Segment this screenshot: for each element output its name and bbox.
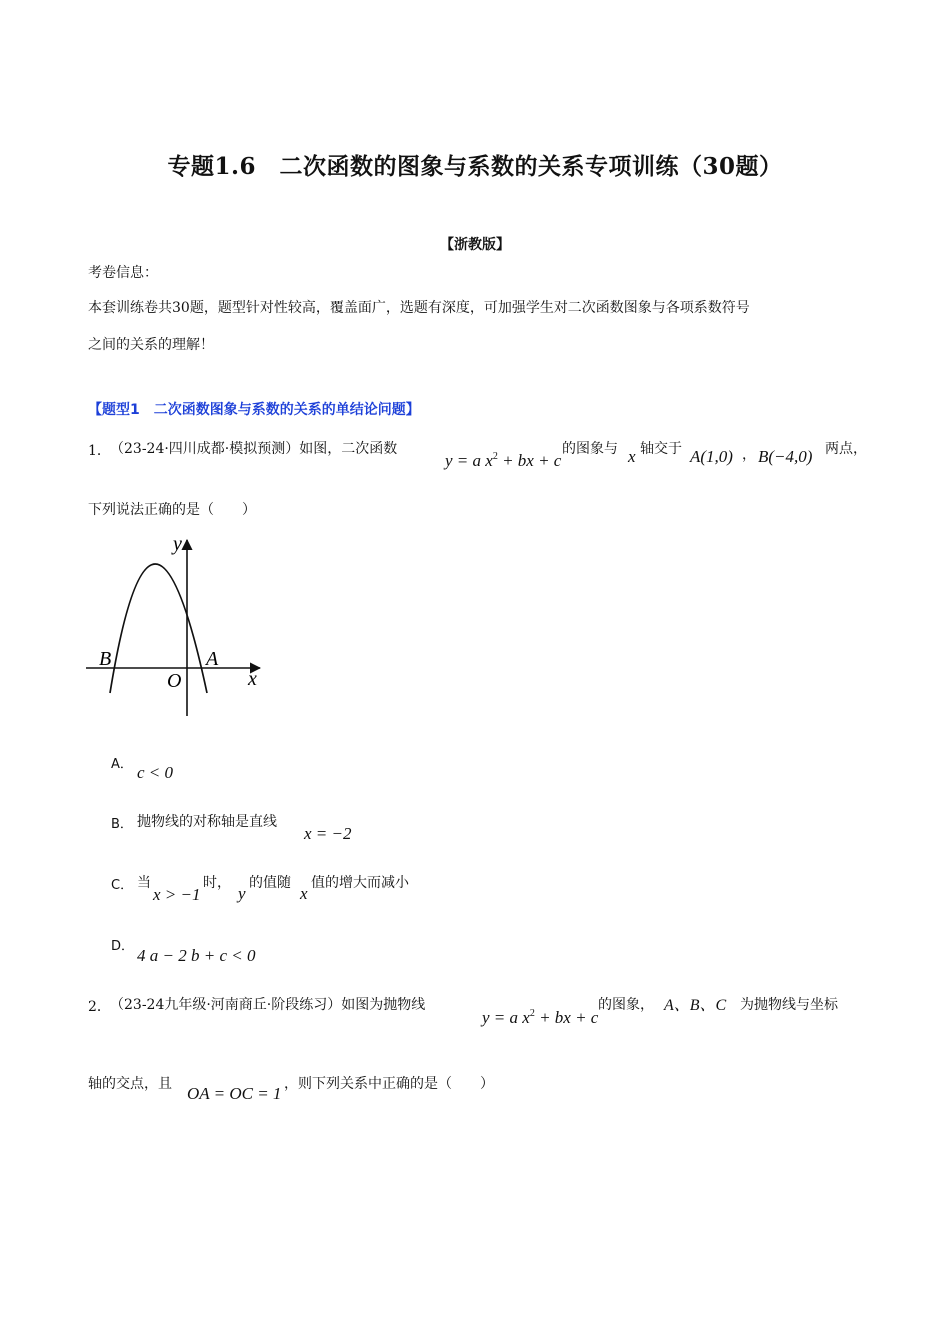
q1-var-x: x [628, 447, 636, 466]
q1-option-c-text2: 时， [203, 875, 231, 891]
q1-option-c-letter: C． [111, 878, 134, 893]
q1-option-c-text4: 值的增大而减小 [311, 875, 409, 891]
q2-text-b: 的图象， [598, 997, 654, 1013]
page-title: 专题1.6 二次函数的图象与系数的关系专项训练（30题） [167, 153, 783, 180]
graph-label-b: B [99, 648, 112, 670]
q1-parabola-graph [80, 530, 280, 725]
q1-point-b: B(−4,0) [758, 447, 813, 466]
q1-comma: ， [742, 447, 756, 463]
q1-text-c: 轴交于 [640, 441, 682, 457]
info-line-1: 本套训练卷共30题，题型针对性较高，覆盖面广，选题有深度，可加强学生对二次函数图象与各项系数符号 [88, 300, 750, 316]
q1-option-d-letter: D． [111, 939, 135, 954]
graph-label-x: x [248, 668, 257, 690]
q1-option-d-math: 4 a − 2 b + c < 0 [137, 946, 256, 965]
q1-point-a: A(1,0) [690, 447, 733, 466]
q1-text-d: 两点， [825, 441, 867, 457]
q1-option-a-math: c < 0 [137, 763, 174, 782]
q2-text-c: 为抛物线与坐标 [740, 997, 838, 1013]
section-heading-1: 【题型1 二次函数图象与系数的关系的单结论问题】 [88, 402, 420, 418]
q1-option-b-math: x = −2 [304, 824, 352, 843]
q1-number: 1． [88, 443, 111, 459]
graph-label-o: O [167, 670, 182, 692]
q2-text-d: 轴的交点，且 [88, 1076, 172, 1092]
q1-eq-main: y = a x [445, 451, 493, 470]
q1-eq-exp: 2 [492, 451, 498, 462]
q2-number: 2． [88, 999, 111, 1015]
q1-text-a: （23-24·四川成都·模拟预测）如图，二次函数 [110, 441, 398, 457]
q2-points: A、B、C [664, 997, 727, 1014]
q1-option-c-text3: 的值随 [249, 875, 291, 891]
q1-text-e: 下列说法正确的是（ ） [88, 502, 256, 518]
edition-label: 【浙教版】 [440, 237, 510, 253]
info-line-2: 之间的关系的理解！ [88, 337, 214, 353]
q2-eq-tail: + bx + c [534, 1008, 599, 1027]
parabola-curve [110, 564, 207, 693]
info-heading: 考卷信息： [88, 265, 158, 281]
q2-text-a: （23-24九年级·河南商丘·阶段练习）如图为抛物线 [110, 997, 426, 1013]
q1-option-c-math3: x [300, 884, 308, 903]
q1-text-b: 的图象与 [562, 441, 618, 457]
q1-eq-tail: + bx + c [497, 451, 562, 470]
q2-eq-exp: 2 [529, 1008, 535, 1019]
q2-text-e: ，则下列关系中正确的是（ ） [284, 1076, 494, 1092]
q1-option-c-text1: 当 [137, 875, 151, 891]
q1-option-a-letter: A． [111, 757, 133, 772]
q1-option-b-letter: B． [111, 817, 133, 832]
q2-eq-main: y = a x [482, 1008, 530, 1027]
q2-equation [482, 1008, 598, 1028]
graph-label-a: A [206, 648, 219, 670]
q1-option-c-math2: y [238, 884, 246, 903]
q1-option-c-math1: x > −1 [153, 885, 201, 904]
graph-label-y: y [173, 533, 182, 555]
q1-equation [445, 451, 561, 471]
q1-option-b-text: 抛物线的对称轴是直线 [137, 814, 277, 830]
q2-equation-2: OA = OC = 1 [187, 1084, 282, 1103]
